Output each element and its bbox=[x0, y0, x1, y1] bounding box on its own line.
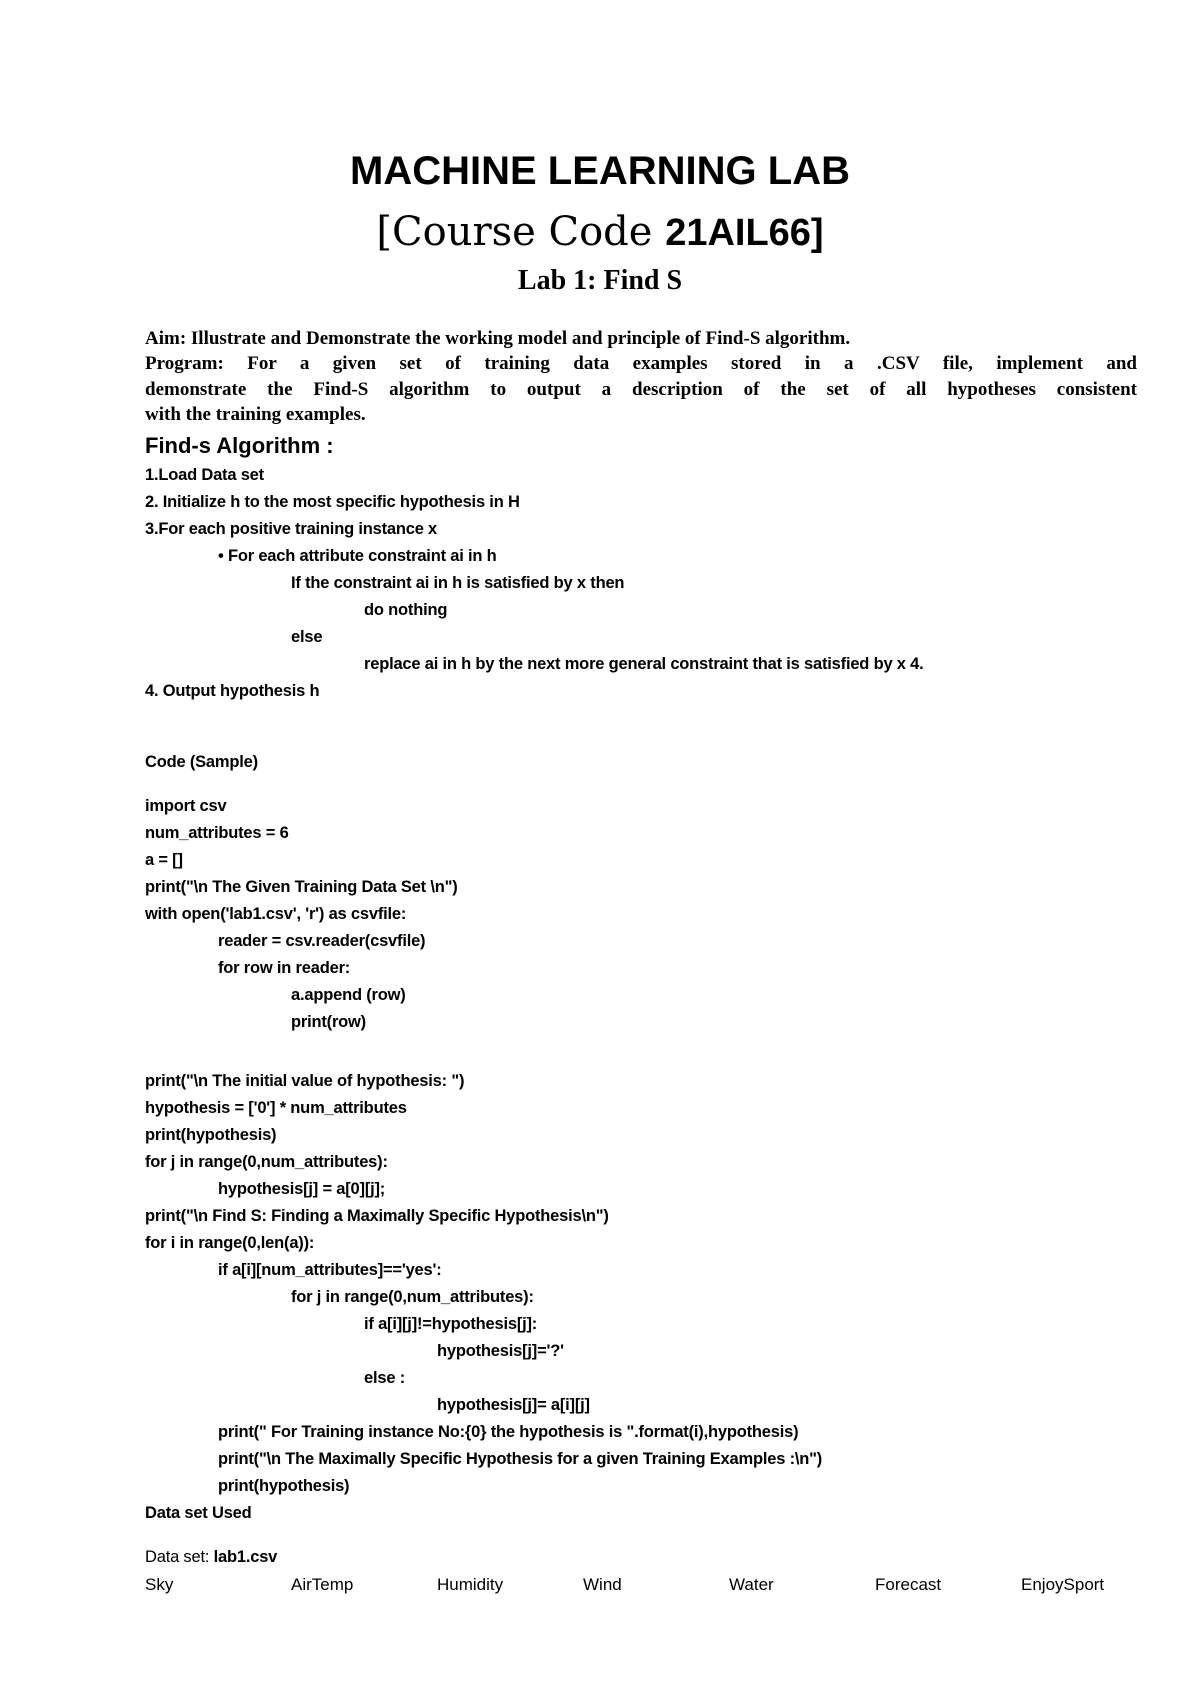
course-code-prefix: [Course Code bbox=[376, 209, 666, 255]
code-line: num_attributes = 6 bbox=[145, 824, 289, 842]
code-line: print(hypothesis) bbox=[218, 1477, 350, 1495]
algorithm-step: 4. Output hypothesis h bbox=[145, 682, 320, 700]
code-line: hypothesis[j]='?' bbox=[437, 1342, 564, 1360]
code-line: print(row) bbox=[291, 1013, 366, 1031]
course-code: 21AIL66] bbox=[665, 212, 824, 254]
algorithm-step: 2. Initialize h to the most specific hypothesis in H bbox=[145, 493, 520, 511]
code-line: print(" For Training instance No:{0} the hypothesis is ".format(i),hypothesis) bbox=[218, 1423, 799, 1441]
dataset-used-label: Data set Used bbox=[145, 1504, 252, 1522]
code-label: Code (Sample) bbox=[145, 753, 258, 771]
algorithm-step: If the constraint ai in h is satisfied by x then bbox=[291, 574, 625, 592]
code-line: for row in reader: bbox=[218, 959, 351, 977]
algorithm-heading: Find-s Algorithm : bbox=[145, 433, 334, 458]
algorithm-step: 3.For each positive training instance x bbox=[145, 520, 438, 538]
code-line: print("\n The Given Training Data Set \n") bbox=[145, 878, 458, 896]
program-text bbox=[145, 351, 1137, 428]
lab-title: Lab 1: Find S bbox=[517, 265, 683, 296]
code-line: print("\n The Maximally Specific Hypothesis for a given Training Examples :\n") bbox=[218, 1450, 823, 1468]
column-header: EnjoySport bbox=[1021, 1575, 1105, 1594]
program-line-2: demonstrate the Find-S algorithm to output a description of the set of all hypotheses consistent bbox=[145, 378, 1137, 400]
code-line: import csv bbox=[145, 797, 227, 815]
algorithm-step: 1.Load Data set bbox=[145, 466, 264, 484]
dataset-name-line bbox=[145, 1546, 277, 1568]
code-line: print("\n Find S: Finding a Maximally Specific Hypothesis\n") bbox=[145, 1207, 609, 1225]
code-line: print("\n The initial value of hypothesis: ") bbox=[145, 1072, 465, 1090]
program-line-1: Program: For a given set of training data examples stored in a .CSV file, implement and bbox=[145, 353, 1137, 374]
code-line: hypothesis[j]= a[i][j] bbox=[437, 1396, 590, 1414]
column-header: Humidity bbox=[437, 1575, 504, 1594]
code-line: if a[i][j]!=hypothesis[j]: bbox=[364, 1315, 538, 1333]
document-title: MACHINE LEARNING LAB bbox=[350, 149, 850, 193]
column-header: Forecast bbox=[875, 1575, 942, 1594]
column-header: Water bbox=[729, 1575, 774, 1594]
code-line: with open('lab1.csv', 'r') as csvfile: bbox=[145, 905, 407, 923]
code-line: else : bbox=[364, 1369, 405, 1387]
code-line: print(hypothesis) bbox=[145, 1126, 277, 1144]
code-line: hypothesis = ['0'] * num_attributes bbox=[145, 1099, 407, 1117]
code-line: reader = csv.reader(csvfile) bbox=[218, 932, 426, 950]
aim-text: Aim: Illustrate and Demonstrate the working model and principle of Find-S algorithm. bbox=[145, 328, 851, 349]
code-line: hypothesis[j] = a[0][j]; bbox=[218, 1180, 386, 1198]
dataset-file-name: lab1.csv bbox=[213, 1548, 278, 1566]
algorithm-step: do nothing bbox=[364, 601, 448, 619]
column-header: AirTemp bbox=[291, 1575, 354, 1594]
dataset-header-row bbox=[145, 1574, 1135, 1598]
dataset-label: Data set: bbox=[145, 1548, 214, 1566]
code-line: for j in range(0,num_attributes): bbox=[291, 1288, 534, 1306]
column-header: Sky bbox=[145, 1575, 174, 1594]
code-line: if a[i][num_attributes]=='yes': bbox=[218, 1261, 442, 1279]
course-code-line bbox=[0, 206, 1200, 259]
code-line: a.append (row) bbox=[291, 986, 406, 1004]
code-line: for i in range(0,len(a)): bbox=[145, 1234, 315, 1252]
code-line: for j in range(0,num_attributes): bbox=[145, 1153, 388, 1171]
algorithm-step: else bbox=[291, 628, 323, 646]
algorithm-step: replace ai in h by the next more general constraint that is satisfied by x 4. bbox=[364, 655, 924, 673]
column-header: Wind bbox=[583, 1575, 622, 1594]
code-line: a = [] bbox=[145, 851, 183, 869]
algorithm-step: • For each attribute constraint ai in h bbox=[218, 547, 497, 565]
program-line-3: with the training examples. bbox=[145, 404, 366, 425]
